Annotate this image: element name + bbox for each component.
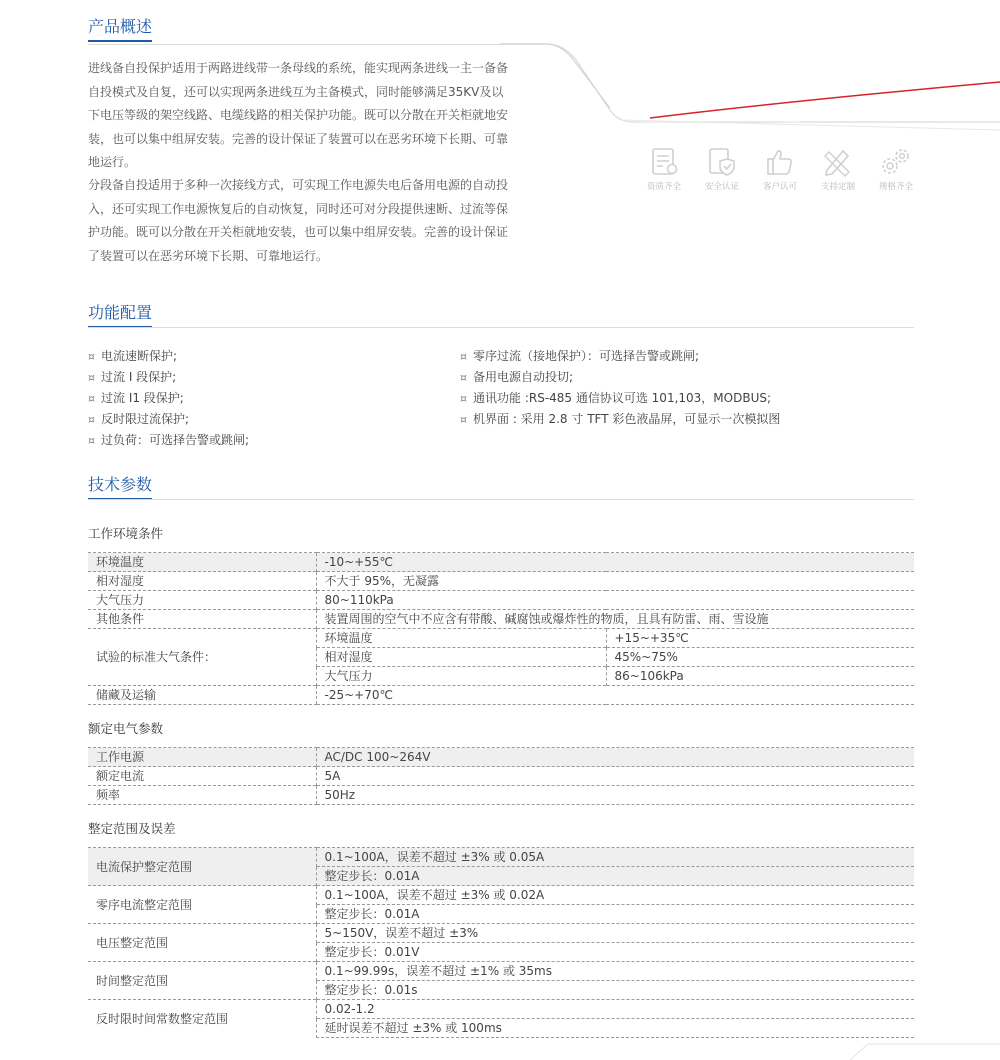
list-item: ¤ 过流 I1 段保护; — [88, 388, 249, 409]
feature-badges — [636, 146, 926, 198]
divider — [88, 44, 548, 45]
table-row: 大气压力 80~110kPa — [88, 591, 914, 610]
thumbs-up-icon — [763, 146, 797, 178]
badge-customer: 客户认可 — [752, 146, 808, 192]
divider — [88, 499, 914, 500]
list-item: ¤ 过负荷：可选择告警或跳闸; — [88, 430, 249, 451]
table-row: 延时误差不超过 ±3% 或 100ms — [88, 1019, 914, 1038]
table-row: 频率 50Hz — [88, 786, 914, 805]
list-item: ¤ 电流速断保护; — [88, 346, 249, 367]
table-row: 工作电源 AC/DC 100~264V — [88, 748, 914, 767]
env-table — [88, 552, 914, 705]
badge-qualification: 资质齐全 — [636, 146, 692, 192]
elec-table — [88, 747, 914, 805]
gears-icon — [877, 146, 915, 178]
table-row: 大气压力 86~106kPa — [88, 667, 914, 686]
badge-specs: 规格齐全 — [868, 146, 924, 192]
elec-subtitle: 额定电气参数 — [88, 721, 164, 736]
list-item: ¤ 通讯功能 :RS-485 通信协议可选 101,103，MODBUS; — [460, 388, 780, 409]
table-row: 相对湿度 45%~75% — [88, 648, 914, 667]
table-row: 反时限时间常数整定范围 0.02-1.2 — [88, 1000, 914, 1019]
badge-custom: 支持定制 — [810, 146, 866, 192]
title-underline — [88, 40, 152, 42]
table-row: 额定电流 5A — [88, 767, 914, 786]
overview-paragraph-2: 分段备自投适用于多种一次接线方式，可实现工作电源失电后备用电源的自动投入，还可实现工作电源恢复后的自动恢复，同时还可对分段提供速断、过流等保护功能。既可以分散在开关柜就地安装，也可以集中组屏安装。完善的设计保证了装置可以在恶劣环境下长期、可靠地运行。 — [88, 178, 509, 263]
env-subtitle: 工作环境条件 — [88, 526, 164, 541]
features-title: 功能配置 — [88, 300, 152, 323]
overview-title: 产品概述 — [88, 14, 152, 37]
range-table — [88, 847, 914, 1038]
overview-paragraph-1: 进线备自投保护适用于两路进线带一条母线的系统，能实现两条进线一主一备备自投模式及自复，还可以实现两条进线互为主备模式，同时能够满足35KV及以下电压等级的架空线路、电缆线路的相关保护功能。既可以分散在开关柜就地安装，也可以集中组屏安装。完善的设计保证了装置可以在恶劣环境下长期、可靠地运行。 — [88, 61, 509, 169]
table-row: 时间整定范围 0.1~99.99s，误差不超过 ±1% 或 35ms — [88, 962, 914, 981]
table-row: 相对湿度 不大于 95%，无凝露 — [88, 572, 914, 591]
range-subtitle: 整定范围及误差 — [88, 821, 176, 836]
list-item: ¤ 机界面 : 采用 2.8 寸 TFT 彩色液晶屏，可显示一次模拟图 — [460, 409, 780, 430]
list-item: ¤ 过流 I 段保护; — [88, 367, 249, 388]
list-item: ¤ 备用电源自动投切; — [460, 367, 780, 388]
features-list-left — [88, 346, 249, 451]
table-row: 整定步长：0.01A — [88, 867, 914, 886]
table-row: 整定步长：0.01A — [88, 905, 914, 924]
list-item: ¤ 反时限过流保护; — [88, 409, 249, 430]
tech-title: 技术参数 — [88, 472, 152, 495]
table-row: 电压整定范围 5~150V，误差不超过 ±3% — [88, 924, 914, 943]
table-row: 整定步长：0.01V — [88, 943, 914, 962]
shield-check-icon — [705, 146, 739, 178]
divider — [88, 327, 914, 328]
list-item: ¤ 零序过流（接地保护）：可选择告警或跳闸; — [460, 346, 780, 367]
table-row: 整定步长：0.01s — [88, 981, 914, 1000]
table-row: 零序电流整定范围 0.1~100A，误差不超过 ±3% 或 0.02A — [88, 886, 914, 905]
pencil-ruler-icon — [821, 146, 855, 178]
table-row: 储藏及运输 -25~+70℃ — [88, 686, 914, 705]
badge-safety: 安全认证 — [694, 146, 750, 192]
decorative-corner-line — [850, 1040, 1000, 1060]
table-row: 试验的标准大气条件： 环境温度 +15~+35℃ — [88, 629, 914, 648]
table-row: 环境温度 -10~+55℃ — [88, 553, 914, 572]
decorative-swoosh — [500, 0, 1000, 140]
table-row: 电流保护整定范围 0.1~100A，误差不超过 ±3% 或 0.05A — [88, 848, 914, 867]
table-row: 其他条件 装置周围的空气中不应含有带酸、碱腐蚀或爆炸性的物质，且具有防雷、雨、雪设施 — [88, 610, 914, 629]
certificate-icon — [647, 146, 681, 178]
features-list-right — [460, 346, 780, 430]
